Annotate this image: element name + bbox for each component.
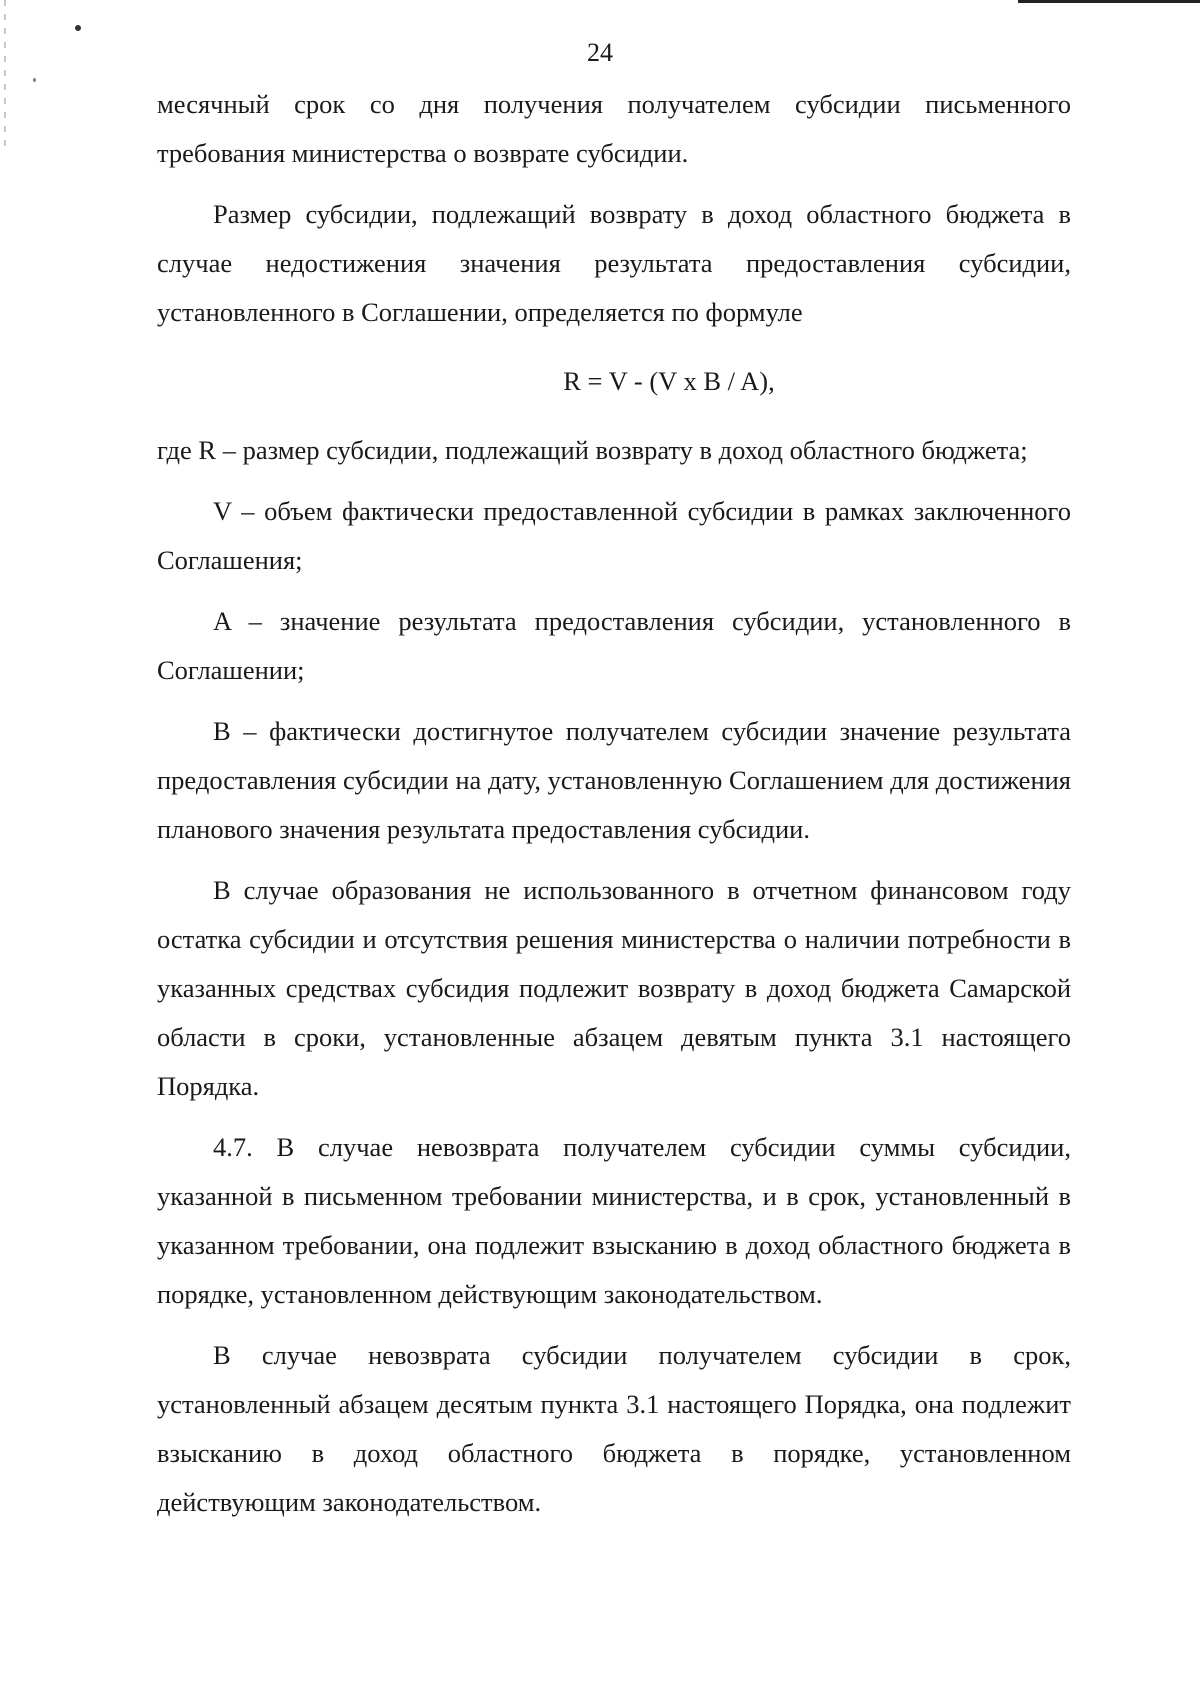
- document-body: [157, 80, 1071, 1527]
- paragraph-formula-intro: Размер субсидии, подлежащий возврату в доход областного бюджета в случае недостижения значения результата предоставления субсидии, установленного в Соглашении, определяется по формуле: [157, 199, 1071, 327]
- scan-speck: [33, 78, 36, 82]
- paragraph-section-4-7: 4.7. В случае невозврата получателем субсидии суммы субсидии, указанной в письменном требовании министерства, и в срок, установленный в указанном требовании, она подлежит взысканию в доход областного бюджета в порядке, установленном действующим законодательством.: [157, 1132, 1071, 1309]
- paragraph-non-return: В случае невозврата субсидии получателем субсидии в срок, установленный абзацем десятым пункта 3.1 настоящего Порядка, она подлежит взысканию в доход областного бюджета в порядке, установленном действующим законодательством.: [157, 1340, 1071, 1517]
- formula: R = V - (V x B / A),: [563, 366, 775, 396]
- page-number: 24: [587, 38, 613, 67]
- scan-speck: [75, 25, 81, 31]
- definition-b: B – фактически достигнутое получателем субсидии значение результата предоставления субсидии на дату, установленную Соглашением для достижения планового значения результата предоставления субсидии.: [157, 716, 1071, 844]
- definition-r: где R – размер субсидии, подлежащий возврату в доход областного бюджета;: [157, 435, 1028, 465]
- paragraph-unused-balance: В случае образования не использованного в отчетном финансовом году остатка субсидии и отсутствия решения министерства о наличии потребности в указанных средствах субсидия подлежит возврату в доход бюджета Самарской области в сроки, установленные абзацем девятым пункта 3.1 настоящего Порядка.: [157, 875, 1071, 1101]
- scan-left-edge-marks: [4, 0, 6, 150]
- definition-v: V – объем фактически предоставленной субсидии в рамках заключенного Соглашения;: [157, 496, 1071, 575]
- paragraph-continuation: месячный срок со дня получения получателем субсидии письменного требования министерства о возврате субсидии.: [157, 89, 1071, 168]
- definition-a: A – значение результата предоставления субсидии, установленного в Соглашении;: [157, 606, 1071, 685]
- scan-top-rule: [1018, 0, 1200, 3]
